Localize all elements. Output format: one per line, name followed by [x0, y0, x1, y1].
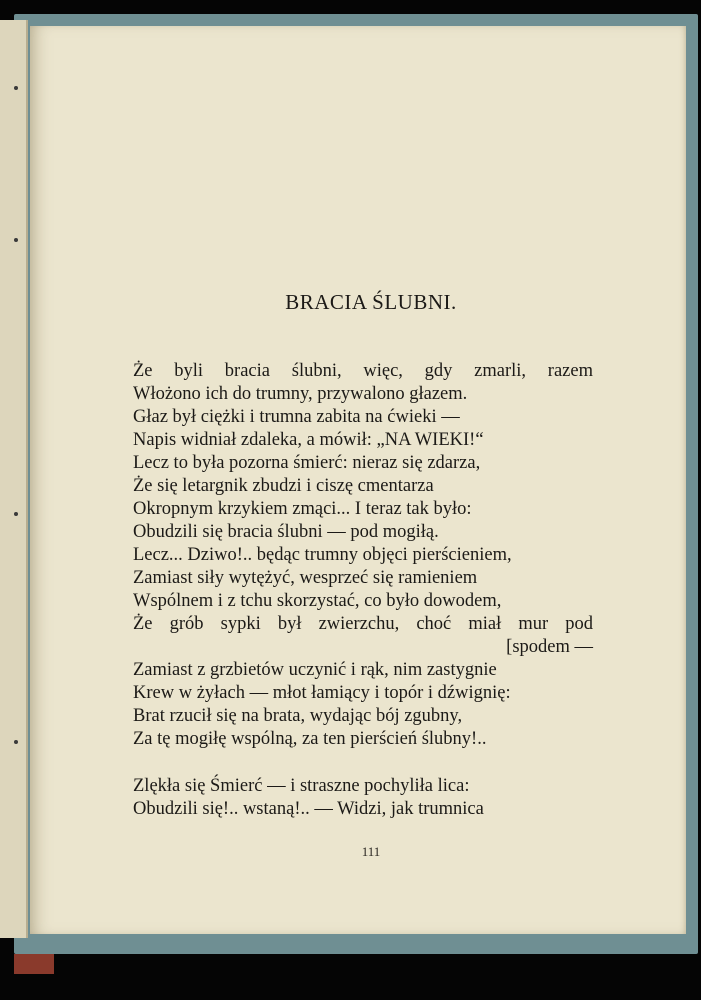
poem-line: Lecz to była pozorna śmierć: nieraz się zdarza, [133, 453, 481, 473]
binding-thread [14, 740, 18, 744]
poem-line: Obudzili się bracia ślubni — pod mogiłą. [133, 522, 439, 542]
poem-line: Głaz był ciężki i trumna zabita na ćwieki — [133, 407, 460, 427]
poem-line: Krew w żyłach — młot łamiący i topór i dźwignię: [133, 683, 511, 703]
poem-line: Lecz... Dziwo!.. będąc trumny objęci pierścieniem, [133, 545, 512, 565]
poem-line: Że się letargnik zbudzi i ciszę cmentarza [133, 476, 434, 496]
poem-body [133, 360, 593, 821]
cover-edge [14, 954, 54, 974]
poem-line: Okropnym krzykiem zmąci... I teraz tak było: [133, 499, 472, 519]
left-page-edge [0, 20, 28, 938]
poem-line: Obudzili się!.. wstaną!.. — Widzi, jak trumnica [133, 799, 484, 819]
poem-title: BRACIA ŚLUBNI. [285, 290, 457, 314]
poem-line: Włożono ich do trumny, przywalono głazem. [133, 384, 468, 404]
poem-line: Że grób sypki był zwierzchu, choć miał mur pod [133, 614, 593, 634]
binding-thread [14, 238, 18, 242]
poem-line: Zlękła się Śmierć — i straszne pochyliła lica: [133, 776, 470, 796]
poem-line: Za tę mogiłę wspólną, za ten pierścień ślubny!.. [133, 729, 487, 749]
poem-line: Zamiast z grzbietów uczynić i rąk, nim zastygnie [133, 660, 497, 680]
page-number: 111 [361, 844, 381, 859]
poem-line: Wspólnem i z tchu skorzystać, co było dowodem, [133, 591, 502, 611]
binding-thread [14, 86, 18, 90]
binding-thread [14, 512, 18, 516]
poem-line: Brat rzucił się na brata, wydając bój zgubny, [133, 706, 463, 726]
stanza-break [133, 751, 593, 775]
poem-line-continuation: [spodem — [506, 637, 593, 657]
poem-line: Zamiast siły wytężyć, wesprzeć się ramieniem [133, 568, 478, 588]
book-page [30, 26, 686, 934]
poem-line: Że byli bracia ślubni, więc, gdy zmarli, razem [133, 361, 593, 381]
poem-line: Napis widniał zdaleka, a mówił: „NA WIEKI!“ [133, 430, 484, 450]
